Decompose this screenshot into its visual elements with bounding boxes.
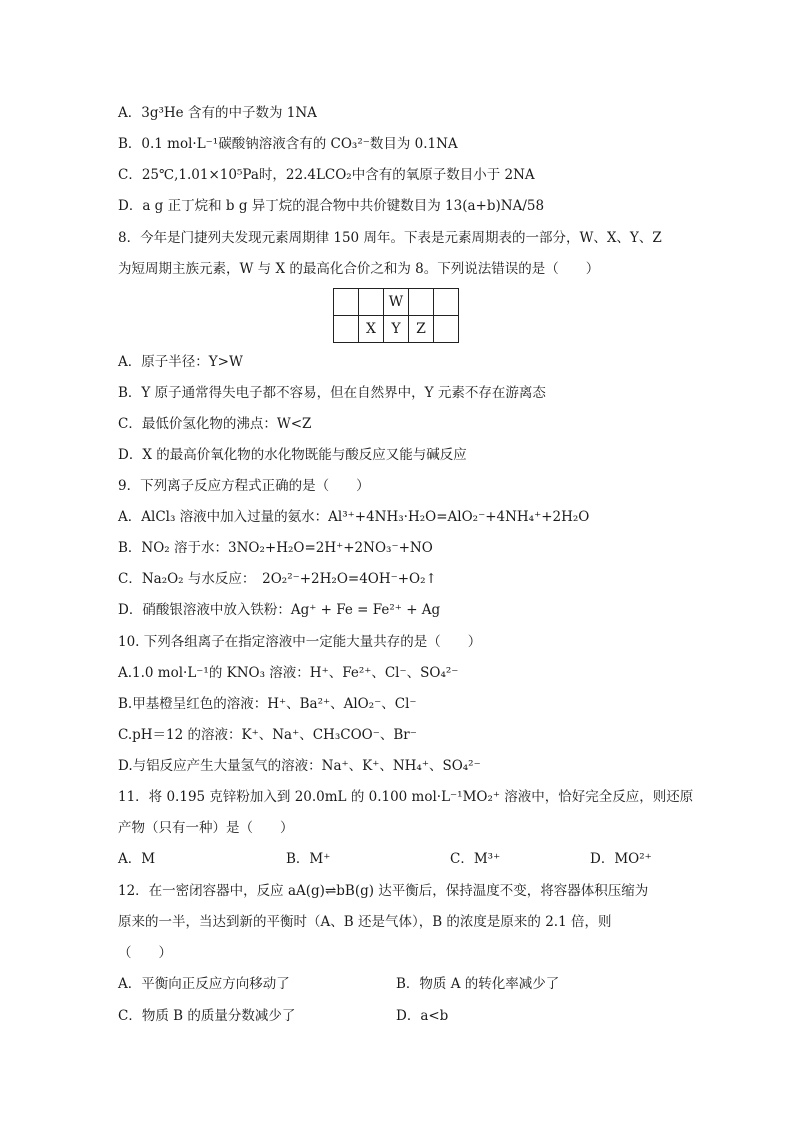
q11-option-b: B．M⁺ xyxy=(286,851,331,867)
q7-option-d: D．a g 正丁烷和 b g 异丁烷的混合物中共价键数目为 13(a+b)NA/58 xyxy=(118,198,545,214)
table-cell-y: Y xyxy=(384,316,409,343)
q8-stem-line2: 为短周期主族元素，W 与 X 的最高化合价之和为 8。下列说法错误的是（ ） xyxy=(118,261,600,277)
q7-option-a: A．3g³He 含有的中子数为 1NA xyxy=(118,105,317,121)
q10-option-b: B.甲基橙呈红色的溶液：H⁺、Ba²⁺、AlO₂⁻、Cl⁻ xyxy=(118,696,417,712)
table-cell xyxy=(334,316,359,343)
q8-stem-line1: 8．今年是门捷列夫发现元素周期律 150 周年。下表是元素周期表的一部分，W、X、Y、Z xyxy=(118,230,662,246)
table-cell xyxy=(434,289,459,316)
table-cell-z: Z xyxy=(409,316,434,343)
q7-option-c: C．25℃,1.01×10⁵Pa时，22.4LCO₂中含有的氧原子数目小于 2NA xyxy=(118,167,535,183)
q7-option-b: B．0.1 mol·L⁻¹碳酸钠溶液含有的 CO₃²⁻数目为 0.1NA xyxy=(118,136,458,152)
table-cell xyxy=(409,289,434,316)
q9-option-c: C．Na₂O₂ 与水反应： 2O₂²⁻+2H₂O=4OH⁻+O₂↑ xyxy=(118,571,437,587)
q12-stem-line1: 12．在一密闭容器中，反应 aA(g)⇌bB(g) 达平衡后，保持温度不变，将容器体积压缩为 xyxy=(118,883,649,899)
q11-option-d: D．MO²⁺ xyxy=(590,851,652,867)
table-cell-x: X xyxy=(359,316,384,343)
q11-stem-line1: 11．将 0.195 克锌粉加入到 20.0mL 的 0.100 mol·L⁻¹MO₂⁺ 溶液中，恰好完全反应，则还原 xyxy=(118,789,694,805)
q8-option-c: C．最低价氢化物的沸点：W<Z xyxy=(118,416,312,432)
q12-stem-line3: （ ） xyxy=(118,945,172,961)
table-cell xyxy=(334,289,359,316)
q12-option-c: C．物质 B 的质量分数减少了 xyxy=(118,1008,296,1024)
q12-option-b: B．物质 A 的转化率减少了 xyxy=(396,976,560,992)
table-cell-w: W xyxy=(384,289,409,316)
table-cell xyxy=(434,316,459,343)
q11-stem-line2: 产物（只有一种）是（ ） xyxy=(118,820,294,836)
q8-option-b: B．Y 原子通常得失电子都不容易，但在自然界中，Y 元素不存在游离态 xyxy=(118,385,546,401)
q12-option-a: A．平衡向正反应方向移动了 xyxy=(118,976,290,992)
q8-option-d: D．X 的最高价氧化物的水化物既能与酸反应又能与碱反应 xyxy=(118,447,467,463)
q10-option-c: C.pH＝12 的溶液：K⁺、Na⁺、CH₃COO⁻、Br⁻ xyxy=(118,727,417,743)
q12-stem-line2: 原来的一半，当达到新的平衡时（A、B 还是气体），B 的浓度是原来的 2.1 倍，则 xyxy=(118,914,612,930)
q9-stem: 9．下列离子反应方程式正确的是（ ） xyxy=(118,478,370,494)
q11-option-a: A．M xyxy=(118,851,156,867)
q8-option-a: A．原子半径：Y>W xyxy=(118,354,243,370)
q9-option-a: A．AlCl₃ 溶液中加入过量的氨水：Al³⁺+4NH₃·H₂O=AlO₂⁻+4NH₄⁺+2H₂O xyxy=(118,509,590,525)
periodic-table-fragment xyxy=(333,288,459,343)
q10-option-d: D.与铝反应产生大量氢气的溶液：Na⁺、K⁺、NH₄⁺、SO₄²⁻ xyxy=(118,758,481,774)
table-cell xyxy=(359,289,384,316)
q10-option-a: A.1.0 mol·L⁻¹的 KNO₃ 溶液：H⁺、Fe²⁺、Cl⁻、SO₄²⁻ xyxy=(118,665,459,681)
q12-option-d: D．a<b xyxy=(396,1008,449,1024)
q10-stem: 10. 下列各组离子在指定溶液中一定能大量共存的是（ ） xyxy=(118,634,482,650)
q9-option-d: D．硝酸银溶液中放入铁粉：Ag⁺ + Fe = Fe²⁺ + Ag xyxy=(118,602,441,618)
q11-option-c: C．M³⁺ xyxy=(450,851,501,867)
q9-option-b: B．NO₂ 溶于水：3NO₂+H₂O=2H⁺+2NO₃⁻+NO xyxy=(118,540,433,556)
